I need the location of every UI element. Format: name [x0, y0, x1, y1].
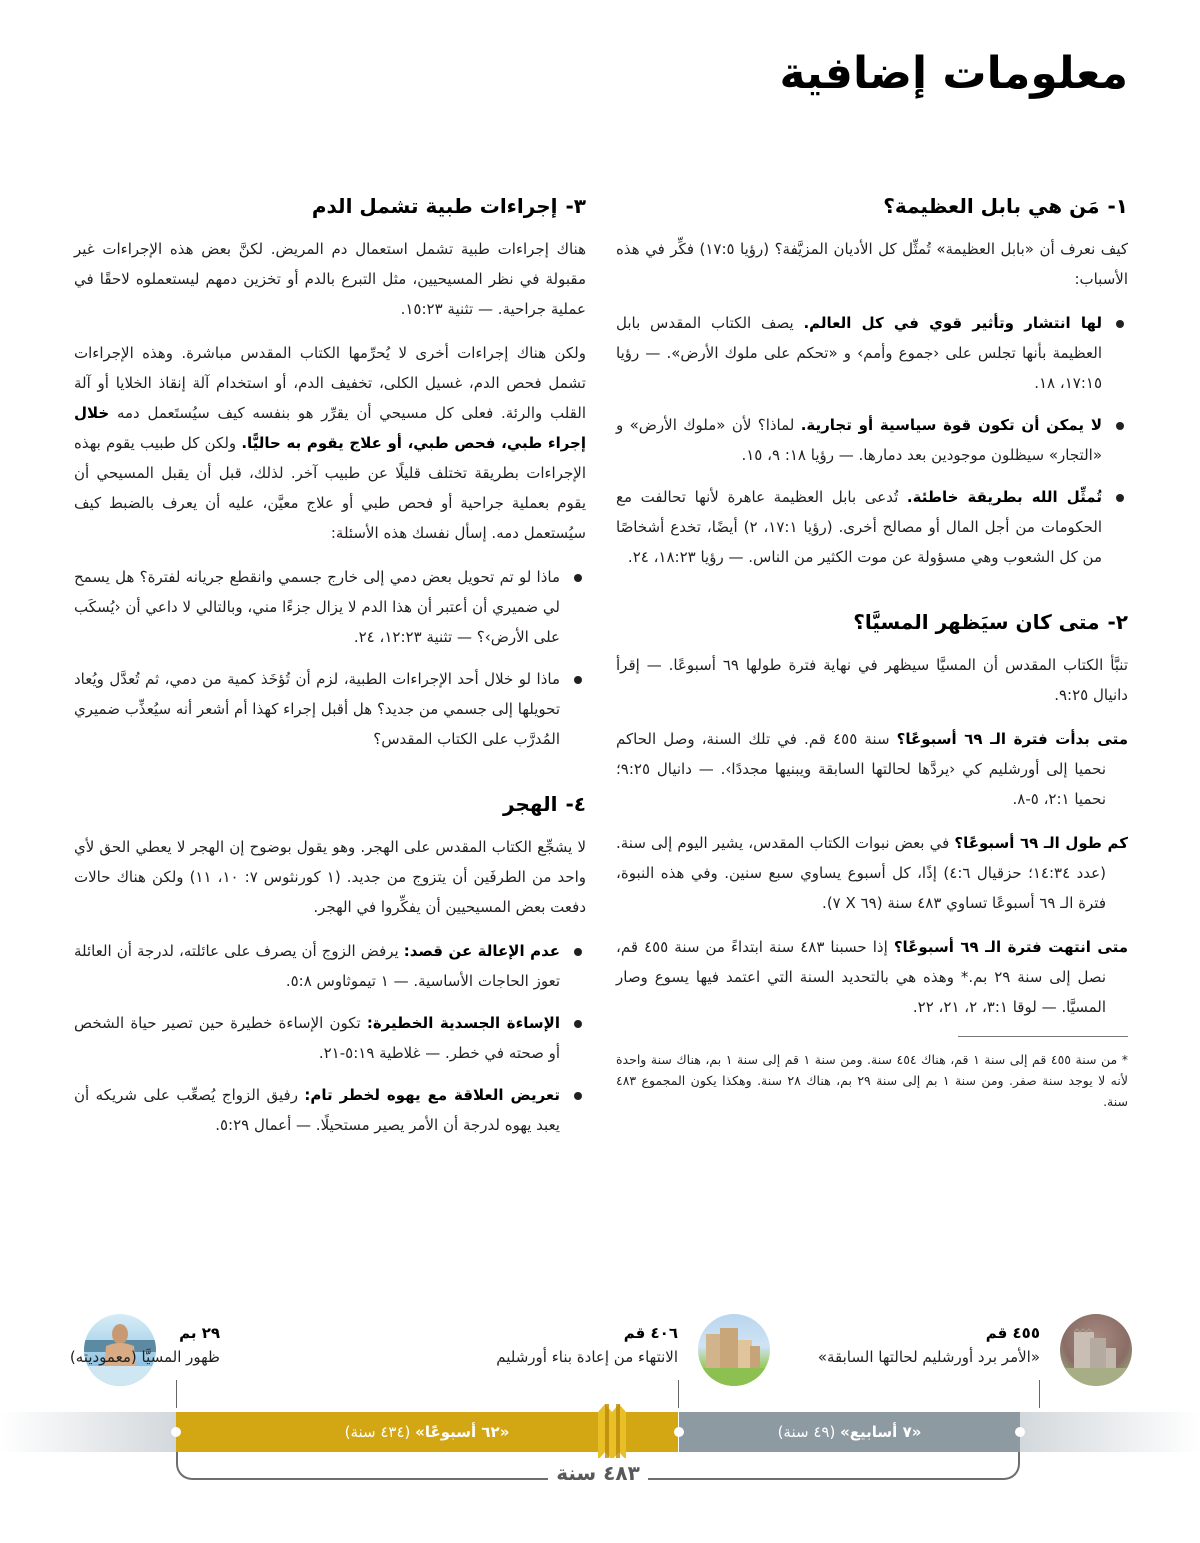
- item-text: ماذا لو تم تحويل بعض دمي إلى خارج جسمي وانقطع جريانه لفترة؟ هل يسمح لي ضميري أن أعتبر أن هذا الدم لا يزال جزءًا مني، وبالتالي لا داعي أن ‹يُسكَب على الأرض›؟ — تثنية ١٢:٢٣، ٢٤.: [74, 568, 560, 646]
- left-column: [74, 192, 586, 1154]
- qa-item: [616, 828, 1128, 918]
- timeline-fade: [1020, 1412, 1200, 1452]
- bullet-icon: [574, 948, 582, 956]
- page-title: معلومات إضافية: [779, 48, 1128, 99]
- footnote-divider: [958, 1036, 1128, 1037]
- list-item: [616, 482, 1128, 572]
- item-lead: عدم الإعالة عن قصد:: [403, 942, 560, 960]
- event-date: ٤٥٥ قم: [985, 1324, 1040, 1342]
- section-blood: [74, 192, 586, 754]
- list-item: [616, 410, 1128, 470]
- list-item: [74, 1080, 586, 1140]
- right-column: [616, 192, 1128, 1112]
- item-text: لماذا؟ لأن «ملوك الأرض» و «التجار» سيظلون موجودين بعد دمارها. — رؤيا ١٨: ٩، ١٥.: [616, 416, 1102, 464]
- item-lead: الإساءة الجسدية الخطيرة:: [366, 1014, 560, 1032]
- seventy-weeks-timeline: [0, 1300, 1200, 1500]
- section-number: ٤-: [565, 792, 586, 816]
- event-tick: [176, 1380, 177, 1408]
- bullet-icon: [574, 574, 582, 582]
- list-item: [616, 308, 1128, 398]
- reasons-list: [616, 308, 1128, 572]
- section-heading: الهجر: [503, 792, 558, 816]
- segment-years: (٤٩ سنة): [777, 1423, 836, 1441]
- qa-item: [616, 932, 1128, 1022]
- rebuilt-walls-image: [698, 1314, 770, 1386]
- list-item: [74, 664, 586, 754]
- event-description: ظهور المسيَّا (معموديته): [69, 1348, 220, 1366]
- item-text: يصف الكتاب المقدس بابل العظيمة بأنها تجلس على ‹جموع وأمم› و «تحكم على ملوك الأرض». — رؤيا ١٧:١٥، ١٨.: [616, 314, 1102, 392]
- ruined-walls-image: [1060, 1314, 1132, 1386]
- event-date: ٢٩ بم: [179, 1324, 220, 1342]
- segment-years: (٤٣٤ سنة): [344, 1423, 411, 1441]
- item-text: تكون الإساءة خطيرة حين تصير حياة الشخص أو صحته في خطر. — غلاطية ٥:١٩-٢١.: [74, 1014, 560, 1062]
- total-span-label: ٤٨٣ سنة: [548, 1458, 648, 1488]
- section-number: ٣-: [565, 194, 586, 218]
- section-number: ١-: [1107, 194, 1128, 218]
- qa-answer: إذا حسبنا ٤٨٣ سنة ابتداءً من سنة ٤٥٥ قم، نصل إلى سنة ٢٩ بم.* وهذه هي بالتحديد السنة التي اعتمد فيها يسوع وصار المسيَّا. — لوقا ٣:١، ٢، ٢١، ٢٢.: [616, 938, 1106, 1016]
- section-messiah: [616, 608, 1128, 1112]
- section-intro: تنبَّأ الكتاب المقدس أن المسيَّا سيظهر في نهاية فترة طولها ٦٩ أسبوعًا. — إقرأ دانيال ٩:٢٥.: [616, 656, 1129, 704]
- timeline-fade: [0, 1412, 176, 1452]
- timeline-node: [674, 1427, 684, 1437]
- item-text: يرفض الزوج أن يصرف على عائلته، لدرجة أن العائلة تعوز الحاجات الأساسية. — ١ تيموثاوس ٥:٨.: [74, 942, 560, 990]
- event-tick: [1039, 1380, 1040, 1408]
- bullet-icon: [1116, 494, 1124, 502]
- section-heading: متى كان سيَظهر المسيَّا؟: [853, 610, 1100, 634]
- section-intro: لا يشجِّع الكتاب المقدس على الهجر. وهو يقول بوضوح إن الهجر لا يعطي الحق لأي واحد من الطرفَين أن يتزوج من جديد. (١ كورنثوس ٧: ١٠، ١١) ولكن هناك حالات دفعت بعض المسيحيين أن يفكِّروا في الهجر.: [74, 838, 587, 916]
- segment-title: «٧ أسابيع»: [840, 1423, 922, 1441]
- section-title: [616, 608, 1128, 636]
- item-lead: لا يمكن أن تكون قوة سياسية أو تجارية.: [800, 416, 1102, 434]
- bullet-icon: [574, 1092, 582, 1100]
- segment-title: «٦٢ أسبوعًا»: [415, 1423, 510, 1441]
- item-text: رفيق الزواج يُصعِّب على شريكه أن يعبد يهوه لدرجة أن الأمر يصير مستحيلًا. — أعمال ٥:٢٩.: [74, 1086, 560, 1134]
- qa-question: كم طول الـ ٦٩ أسبوعًا؟: [954, 834, 1128, 852]
- qa-answer: سنة ٤٥٥ قم. في تلك السنة، وصل الحاكم نحميا إلى أورشليم كي ‹يردَّها لحالتها السابقة ويبنيها مجددًا›. — دانيال ٩:٢٥؛ نحميا ٢:١، ٥-٨.: [616, 730, 1106, 808]
- bullet-icon: [574, 1020, 582, 1028]
- timeline-event: [70, 1322, 220, 1370]
- event-description: «الأمر برد أورشليم لحالتها السابقة»: [817, 1348, 1040, 1366]
- cases-list: [74, 936, 586, 1140]
- event-tick: [678, 1380, 679, 1408]
- paragraph-emphasis: خلال إجراء طبي، فحص طبي، أو علاج يقوم به حاليًّا.: [74, 404, 586, 452]
- paragraph: هناك إجراءات طبية تشمل استعمال دم المريض. لكنَّ بعض هذه الإجراءات غير مقبولة في نظر المسيحيين، مثل التبرع بالدم أو تخزين دمهم ليستعملوه لاحقًا في عملية جراحية. — تثنية ١٥:٢٣.: [74, 240, 586, 318]
- section-title: [616, 192, 1128, 220]
- event-description: الانتهاء من إعادة بناء أورشليم: [496, 1348, 678, 1366]
- segment-label: [679, 1412, 1020, 1452]
- timeline-event: [496, 1322, 678, 1370]
- bullet-icon: [1116, 320, 1124, 328]
- section-title: [74, 192, 586, 220]
- event-date: ٤٠٦ قم: [623, 1324, 678, 1342]
- timeline-node: [1015, 1427, 1025, 1437]
- qa-answer: في بعض نبوات الكتاب المقدس، يشير اليوم إلى سنة. (عدد ١٤:٣٤؛ حزقيال ٤:٦) إذًا، كل أسبوع يساوي سبع سنين. وفي هذه النبوة، فترة الـ ٦٩ أسبوعًا تساوي ٤٨٣ سنة (٦٩ X ٧).: [616, 834, 1106, 912]
- bullet-icon: [574, 676, 582, 684]
- timeline-node: [171, 1427, 181, 1437]
- list-item: [74, 1008, 586, 1068]
- section-babylon: [616, 192, 1128, 572]
- section-title: [74, 790, 586, 818]
- item-lead: تُمثِّل الله بطريقة خاطئة.: [906, 488, 1102, 506]
- list-item: [74, 562, 586, 652]
- list-item: [74, 936, 586, 996]
- section-separation: [74, 790, 586, 1140]
- item-lead: لها انتشار وتأثير قوي في كل العالم.: [803, 314, 1103, 332]
- paragraph-text: ولكن كل طبيب يقوم بهذه الإجراءات بطريقة تختلف قليلًا عن طبيب آخر. لذلك، قبل أن يقبل المسيحي أن يقوم بعملية جراحية أو فحص طبي أو علاج معيَّن، عليه أن يعرف بالضبط كيف سيُستعمل دمه. إسأل نفسك هذه الأسئلة:: [74, 434, 586, 542]
- questions-list: [74, 562, 586, 754]
- item-lead: تعريض العلاقة مع يهوه لخطر تام:: [304, 1086, 561, 1104]
- paragraph: [74, 338, 586, 548]
- section-heading: مَن هي بابل العظيمة؟: [883, 194, 1100, 218]
- timeline-event: [818, 1322, 1040, 1370]
- qa-question: متى بدأت فترة الـ ٦٩ أسبوعًا؟: [896, 730, 1128, 748]
- paragraph-text: ولكن هناك إجراءات أخرى لا يُحرِّمها الكتاب المقدس مباشرة. وهذه الإجراءات تشمل فحص الدم، غسيل الكلى، تخفيف الدم، أو استخدام آلة إنقاذ الخلايا أو آلة القلب والرئة. فعلى كل مسيحي أن يقرِّر هو بنفسه كيف سيُستَعمل دمه: [74, 344, 586, 422]
- bullet-icon: [1116, 422, 1124, 430]
- footnote: * من سنة ٤٥٥ قم إلى سنة ١ قم، هناك ٤٥٤ سنة. ومن سنة ١ قم إلى سنة ١ بم، هناك سنة واحدة لأنه لا يوجد سنة صفر. ومن سنة ١ بم إلى سنة ٢٩ بم، هناك ٢٨ سنة. وهكذا يكون المجموع ٤٨٣ سنة.: [616, 1052, 1129, 1109]
- item-text: تُدعى بابل العظيمة عاهرة لأنها تحالفت مع الحكومات من أجل المال أو مصالح أخرى. (رؤيا ١٧:١، ٢) أيضًا، تخدع أشخاصًا من كل الشعوب وهي مسؤولة عن موت الكثير من الناس. — رؤيا ١٨:٢٣، ٢٤.: [616, 488, 1102, 566]
- segment-7-weeks: [679, 1412, 1020, 1452]
- section-heading: إجراءات طبية تشمل الدم: [311, 194, 558, 218]
- section-number: ٢-: [1107, 610, 1128, 634]
- qa-question: متى انتهت فترة الـ ٦٩ أسبوعًا؟: [893, 938, 1129, 956]
- section-intro: كيف نعرف أن «بابل العظيمة» تُمثِّل كل الأديان المزيَّفة؟ (رؤيا ١٧:٥) فكِّر في هذه الأسباب:: [616, 240, 1128, 288]
- qa-item: [616, 724, 1128, 814]
- item-text: ماذا لو خلال أحد الإجراءات الطبية، لزم أن تُؤخَذ كمية من دمي، ثم تُعدَّل ويُعاد تحويلها إلى جسمي من جديد؟ هل أقبل إجراء كهذا أم أشعر أنه سيُعذِّب ضميري المُدرَّب على الكتاب المقدس؟: [74, 670, 560, 748]
